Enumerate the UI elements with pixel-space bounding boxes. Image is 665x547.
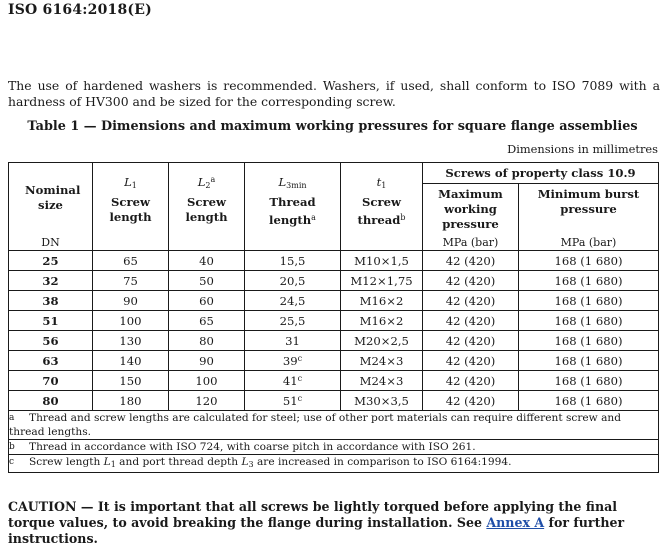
- annex-a-link[interactable]: Annex A: [486, 515, 545, 530]
- cell-max-working: 42 (420): [423, 331, 519, 351]
- header-t1: [341, 163, 423, 251]
- cell-l2: 120: [169, 391, 245, 411]
- cell-l1: 90: [93, 291, 169, 311]
- cell-dn: 32: [9, 271, 93, 291]
- footnote-c-text-3: are increased in comparison to ISO 6164:1994.: [253, 456, 512, 468]
- footnote-a-text: Thread and screw lengths are calculated for steel; use of other port materials can require different screw and thread lengths.: [9, 412, 622, 438]
- cell-dn: 63: [9, 351, 93, 371]
- table-row: [9, 271, 659, 291]
- min-burst-label: Minimum burst pressure: [537, 187, 640, 216]
- cell-l2: 60: [169, 291, 245, 311]
- cell-dn: 70: [9, 371, 93, 391]
- cell-l1: 180: [93, 391, 169, 411]
- cell-t1: M16×2: [341, 291, 423, 311]
- document-id: ISO 6164:2018(E): [8, 2, 152, 18]
- header-min-burst-pressure: [519, 184, 659, 251]
- cell-l2: 50: [169, 271, 245, 291]
- header-property-class-group: Screws of property class 10.9: [423, 163, 659, 184]
- header-l3min: [245, 163, 341, 251]
- cell-l3: 41$^c$: [245, 371, 341, 391]
- cell-l2: 90: [169, 351, 245, 371]
- footnote-c-mark: c: [9, 457, 15, 467]
- cell-l1: 75: [93, 271, 169, 291]
- footnote-b: [9, 440, 659, 455]
- l1-label: Screw length: [109, 195, 152, 224]
- footnote-b-text: Thread in accordance with ISO 724, with coarse pitch in accordance with ISO 261.: [29, 441, 476, 453]
- header-l1: [93, 163, 169, 251]
- cell-min-burst: 168 (1 680): [519, 291, 659, 311]
- footnote-c-row: [9, 455, 659, 473]
- cell-l1: 100: [93, 311, 169, 331]
- footnote-b-row: [9, 440, 659, 455]
- cell-l3: 51$^c$: [245, 391, 341, 411]
- footnote-a-row: [9, 411, 659, 440]
- cell-dn: 80: [9, 391, 93, 411]
- table-title: Table 1 — Dimensions and maximum working pressures for square flange assemblies: [27, 119, 638, 134]
- l2-label: Screw length: [185, 195, 228, 224]
- cell-l2: 40: [169, 251, 245, 271]
- caution-text-end: for further instructions.: [8, 515, 625, 546]
- cell-min-burst: 168 (1 680): [519, 331, 659, 351]
- cell-t1: M24×3: [341, 371, 423, 391]
- cell-l2: 80: [169, 331, 245, 351]
- nominal-size-label: Nominal size: [25, 183, 81, 212]
- cell-t1: M24×3: [341, 351, 423, 371]
- footnote-c-l1-symbol: $L_1$: [103, 456, 116, 469]
- cell-min-burst: 168 (1 680): [519, 351, 659, 371]
- header-max-working-pressure: [423, 184, 519, 251]
- cell-l3: 31: [245, 331, 341, 351]
- max-working-label: Maximum working pressure: [438, 187, 503, 231]
- cell-max-working: 42 (420): [423, 251, 519, 271]
- cell-dn: 25: [9, 251, 93, 271]
- l1-symbol: $L_1$: [124, 175, 137, 190]
- cell-l1: 130: [93, 331, 169, 351]
- cell-l1: 150: [93, 371, 169, 391]
- cell-t1: M30×3,5: [341, 391, 423, 411]
- table-row: [9, 351, 659, 371]
- header-l2: [169, 163, 245, 251]
- table-row: [9, 391, 659, 411]
- cell-l1: 65: [93, 251, 169, 271]
- cell-t1: M20×2,5: [341, 331, 423, 351]
- cell-l3: 20,5: [245, 271, 341, 291]
- cell-max-working: 42 (420): [423, 391, 519, 411]
- header-nominal-size: [9, 163, 93, 251]
- l3-label: Thread length$^a$: [269, 195, 316, 227]
- dimensions-table: [8, 162, 659, 473]
- cell-min-burst: 168 (1 680): [519, 251, 659, 271]
- cell-l1: 140: [93, 351, 169, 371]
- cell-l3: 15,5: [245, 251, 341, 271]
- cell-max-working: 42 (420): [423, 371, 519, 391]
- nominal-size-unit: DN: [41, 236, 60, 249]
- footnote-c-text-1: Screw length: [29, 456, 104, 468]
- table-row: [9, 251, 659, 271]
- cell-min-burst: 168 (1 680): [519, 271, 659, 291]
- footnote-c-l3-symbol: $L_3$: [241, 456, 254, 469]
- cell-l3: 39$^c$: [245, 351, 341, 371]
- cell-dn: 38: [9, 291, 93, 311]
- footnote-a: [9, 411, 659, 440]
- table-row: [9, 371, 659, 391]
- l2-symbol: $L_2^a$: [197, 175, 216, 190]
- table-row: [9, 311, 659, 331]
- cell-l2: 65: [169, 311, 245, 331]
- caution-paragraph: [8, 499, 663, 547]
- cell-l3: 25,5: [245, 311, 341, 331]
- cell-min-burst: 168 (1 680): [519, 311, 659, 331]
- table-row: [9, 331, 659, 351]
- l3-symbol: $L_{3min}$: [278, 175, 307, 190]
- table-row: [9, 291, 659, 311]
- t1-symbol: $t_1$: [376, 175, 387, 190]
- min-burst-unit: MPa (bar): [560, 236, 617, 249]
- cell-l2: 100: [169, 371, 245, 391]
- cell-min-burst: 168 (1 680): [519, 371, 659, 391]
- footnote-b-mark: b: [9, 442, 15, 452]
- footnote-a-mark: a: [9, 413, 15, 423]
- intro-paragraph: The use of hardened washers is recommended. Washers, if used, shall conform to ISO 7089 with a hardness of HV300 and be sized for the corresponding screw.: [8, 78, 660, 110]
- footnote-c-text-2: and port thread depth: [115, 456, 242, 468]
- cell-min-burst: 168 (1 680): [519, 391, 659, 411]
- cell-max-working: 42 (420): [423, 291, 519, 311]
- t1-label: Screw thread$^b$: [357, 195, 406, 227]
- max-working-unit: MPa (bar): [442, 236, 499, 249]
- cell-l3: 24,5: [245, 291, 341, 311]
- cell-t1: M16×2: [341, 311, 423, 331]
- cell-max-working: 42 (420): [423, 311, 519, 331]
- footnote-c: [9, 455, 659, 473]
- caution-text: CAUTION — It is important that all screws be lightly torqued before applying the final torque values, to avoid breaking the flange during installation. See: [8, 499, 618, 530]
- cell-dn: 56: [9, 331, 93, 351]
- cell-dn: 51: [9, 311, 93, 331]
- cell-t1: M12×1,75: [341, 271, 423, 291]
- cell-t1: M10×1,5: [341, 251, 423, 271]
- cell-max-working: 42 (420): [423, 351, 519, 371]
- units-note: Dimensions in millimetres: [507, 142, 658, 156]
- cell-max-working: 42 (420): [423, 271, 519, 291]
